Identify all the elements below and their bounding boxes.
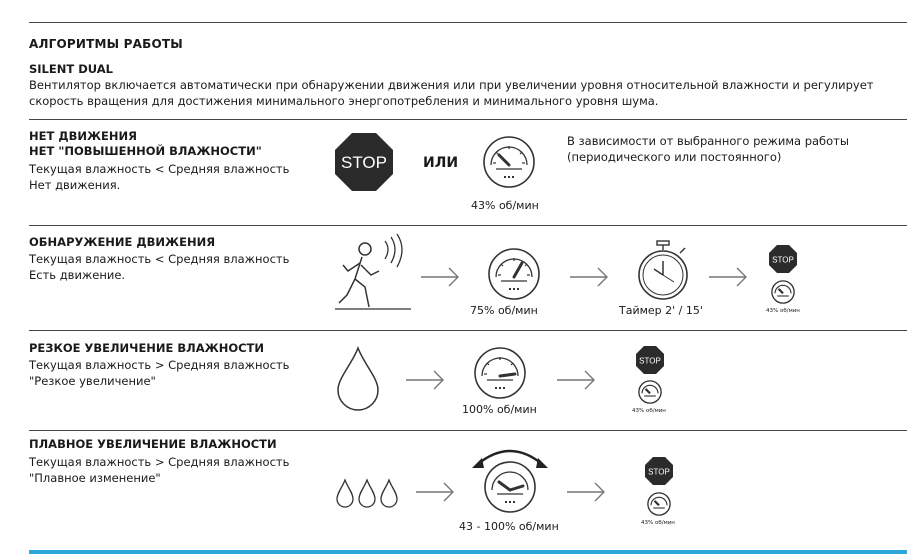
speedometer-icon xyxy=(482,135,536,189)
stop-sign-text: STOP xyxy=(341,153,387,172)
speedometer-icon xyxy=(771,280,795,304)
section-1-speed: 43% об/мин xyxy=(471,199,539,212)
divider-1 xyxy=(29,119,907,120)
top-divider xyxy=(29,22,907,23)
section-2-heading: ОБНАРУЖЕНИЕ ДВИЖЕНИЯ xyxy=(29,235,216,249)
arrow-right-icon xyxy=(567,480,607,504)
page-title: АЛГОРИТМЫ РАБОТЫ xyxy=(29,37,183,51)
section-1-note xyxy=(567,133,849,165)
section-4-speed: 43 - 100% об/мин xyxy=(459,520,559,533)
divider-3 xyxy=(29,330,907,331)
section-1-desc-line2: Нет движения. xyxy=(29,178,121,192)
section-3-desc xyxy=(29,357,289,389)
section-3-speed: 100% об/мин xyxy=(462,403,537,416)
stop-sign-icon xyxy=(636,346,664,374)
water-drops-icon xyxy=(336,478,400,510)
stop-sign-icon xyxy=(335,133,393,191)
stop-sign-text: STOP xyxy=(772,255,794,265)
stop-sign-text: STOP xyxy=(648,467,670,477)
divider-2 xyxy=(29,225,907,226)
section-1-desc xyxy=(29,161,289,193)
speedometer-icon xyxy=(638,380,662,404)
section-4-heading: ПЛАВНОЕ УВЕЛИЧЕНИЕ ВЛАЖНОСТИ xyxy=(29,437,277,451)
speedometer-icon xyxy=(473,346,527,400)
section-3-desc-line2: "Резкое увеличение" xyxy=(29,374,156,388)
section-2-speed: 75% об/мин xyxy=(470,304,538,317)
section-1-heading-line2: НЕТ "ПОВЫШЕННОЙ ВЛАЖНОСТИ" xyxy=(29,144,262,158)
speedometer-icon xyxy=(647,492,671,516)
intro-line-2: скорость вращения для достижения минимального энергопотребления и минимального уровня шума. xyxy=(29,94,659,108)
arrow-right-icon xyxy=(416,480,456,504)
section-2-desc-line2: Есть движение. xyxy=(29,268,126,282)
section-4-desc-line1: Текущая влажность > Средняя влажность xyxy=(29,455,290,469)
water-drop-icon xyxy=(336,346,380,412)
section-4-end-speed: 43% об/мин xyxy=(641,520,675,526)
intro-line-1: Вентилятор включается автоматически при обнаружении движения или при увеличении уровня относительной влажности и регулирует xyxy=(29,78,874,92)
section-1-heading-line1: НЕТ ДВИЖЕНИЯ xyxy=(29,129,137,143)
stop-sign-icon xyxy=(645,457,673,485)
section-2-desc xyxy=(29,251,289,283)
section-1-heading xyxy=(29,129,262,159)
arrow-right-icon xyxy=(570,265,610,289)
section-4-desc-line2: "Плавное изменение" xyxy=(29,471,161,485)
arrow-right-icon xyxy=(709,265,749,289)
section-3-end-speed: 43% об/мин xyxy=(632,408,666,414)
section-3-desc-line1: Текущая влажность > Средняя влажность xyxy=(29,358,290,372)
section-3-heading: РЕЗКОЕ УВЕЛИЧЕНИЕ ВЛАЖНОСТИ xyxy=(29,341,265,355)
section-1-note-line1: В зависимости от выбранного режима работы xyxy=(567,134,849,148)
speedometer-icon xyxy=(487,247,541,301)
section-1-desc-line1: Текущая влажность < Средняя влажность xyxy=(29,162,290,176)
or-label: ИЛИ xyxy=(423,155,459,171)
section-2-end-speed: 43% об/мин xyxy=(766,308,800,314)
bottom-accent-bar xyxy=(29,550,907,554)
section-2-timer: Таймер 2' / 15' xyxy=(619,304,703,317)
walking-person-icon xyxy=(335,237,415,312)
section-1-note-line2: (периодического или постоянного) xyxy=(567,150,782,164)
stop-sign-text: STOP xyxy=(639,356,661,366)
section-4-desc xyxy=(29,454,289,486)
arrow-right-icon xyxy=(421,265,461,289)
stop-sign-icon xyxy=(769,245,797,273)
arrow-right-icon xyxy=(557,368,597,392)
stopwatch-icon xyxy=(636,241,690,301)
section-2-desc-line1: Текущая влажность < Средняя влажность xyxy=(29,252,290,266)
arrow-right-icon xyxy=(406,368,446,392)
divider-4 xyxy=(29,430,907,431)
mode-name: SILENT DUAL xyxy=(29,62,113,76)
variable-speedometer-icon xyxy=(470,444,550,516)
